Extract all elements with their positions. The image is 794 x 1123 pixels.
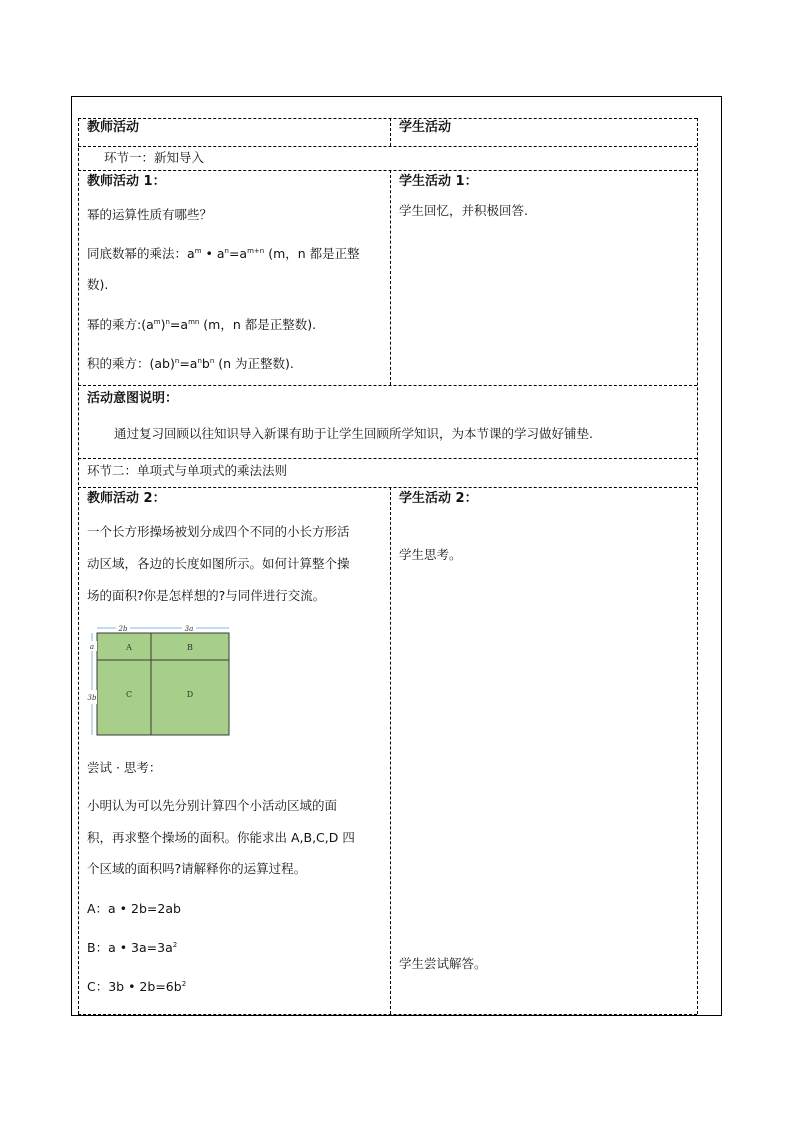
row-line (78, 385, 697, 386)
header-teacher: 教师活动 (87, 120, 140, 135)
intent-text: 通过复习回顾以往知识导入新课有助于让学生回顾所学知识，为本节课的学习做好铺垫. (114, 426, 593, 441)
problem-line: 场的面积?你是怎样想的?与同伴进行交流。 (87, 588, 326, 603)
row-line (78, 487, 697, 488)
label-side-bottom-length: 3b (87, 694, 97, 702)
power-question: 幂的运算性质有哪些？ (87, 207, 213, 222)
col-line (390, 487, 391, 1014)
row-line (78, 458, 697, 459)
region-c-label: C (125, 690, 133, 699)
region-d-label: D (186, 690, 194, 699)
student-activity-1-heading: 学生活动 1： (399, 174, 478, 189)
answer-b: B：a • $3a=3a^2$ (87, 940, 178, 955)
intent-title: 活动意图说明： (87, 391, 179, 406)
header-student: 学生活动 (399, 120, 452, 135)
col-line (697, 118, 698, 1014)
problem-line: 动区域，各边的长度如图所示。如何计算整个操 (87, 556, 350, 571)
label-side-top-length: a (89, 643, 95, 651)
label-top-left-length: 2b (118, 625, 128, 633)
row-line (78, 146, 697, 147)
teacher-activity-1-heading: 教师活动 1： (87, 174, 166, 189)
diagram-background (97, 633, 229, 735)
answer-a: A：a • 2b=2ab (87, 901, 181, 916)
col-line (390, 170, 391, 385)
playground-diagram (87, 623, 230, 736)
region-a-label: A (126, 643, 132, 652)
student-activity-2-text: 学生思考。 (399, 547, 462, 562)
think-line: 小明认为可以先分别计算四个小活动区域的面 (87, 798, 338, 813)
col-line (78, 118, 79, 1014)
col-line (390, 118, 391, 146)
try-think-label: 尝试 · 思考： (87, 760, 162, 775)
row-line (78, 1014, 697, 1015)
row-line (78, 118, 697, 119)
rule-power-of-power: 幂的乘方$:(a^m)^n=a^{mn}$ (m，n 都是正整数). (87, 317, 317, 332)
teacher-activity-2-heading: 教师活动 2： (87, 491, 166, 506)
problem-line: 一个长方形操场被划分成四个不同的小长方形活 (87, 524, 350, 539)
rule-same-base-cont: 数). (87, 277, 109, 292)
region-b-label: B (187, 643, 193, 652)
think-line: 积，再求整个操场的面积。你能求出 A,B,C,D 四 (87, 830, 355, 845)
think-line: 个区域的面积吗?请解释你的运算过程。 (87, 861, 307, 876)
answer-c: C：3b • $2b=6b^2$ (87, 979, 187, 994)
section2-title: 环节二：单项式与单项式的乘法法则 (87, 463, 288, 478)
student-activity-2-heading: 学生活动 2： (399, 491, 478, 506)
student-activity-1-text: 学生回忆，并积极回答. (399, 203, 528, 218)
student-activity-2-answer-text: 学生尝试解答。 (399, 956, 487, 971)
row-line (78, 170, 697, 171)
label-top-right-length: 3a (184, 625, 194, 633)
section1-title: 环节一：新知导入 (104, 150, 205, 165)
rule-power-of-product: 积的乘方：$(ab)^n=a^nb^n$ (n 为正整数). (87, 356, 294, 371)
rule-same-base: 同底数幂的乘法：$a^m$ • $a^n=a^{m+n}$ (m，n 都是正整 (87, 246, 360, 261)
